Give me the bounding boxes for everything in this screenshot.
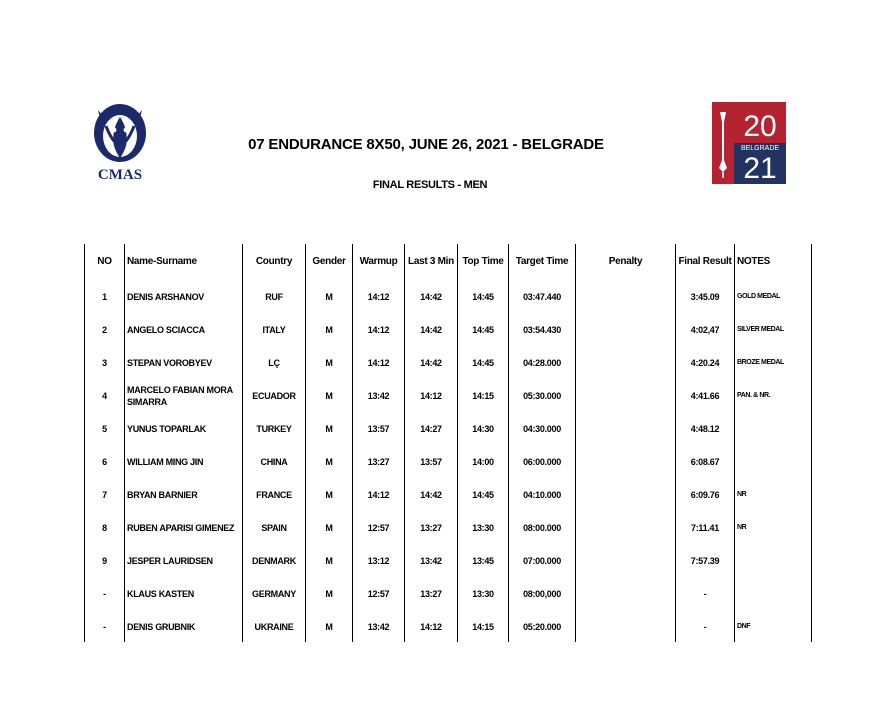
cell-penalty <box>576 379 675 412</box>
cell-warmup: 14:12 <box>367 357 390 368</box>
cell-no: 2 <box>102 324 107 335</box>
cell-notes: NR <box>737 523 747 531</box>
cell-target-time: 07:00.000 <box>523 555 561 566</box>
cell-name: ANGELO SCIACCA <box>127 324 205 335</box>
cell-last3: 13:57 <box>420 456 442 467</box>
cell-last3: 13:27 <box>420 588 442 599</box>
cell-gender: M <box>325 423 333 434</box>
cell-final-result: 4:20.24 <box>690 357 720 368</box>
cell-warmup: 13:12 <box>367 555 390 566</box>
cell-top-time: 13:30 <box>472 588 494 599</box>
cell-penalty <box>576 577 675 610</box>
cell-notes: GOLD MEDAL <box>737 292 781 300</box>
cell-notes: PAN. & NR. <box>737 391 771 399</box>
cell-last3: 13:27 <box>420 522 442 533</box>
cell-target-time: 05:30.000 <box>523 390 561 401</box>
column-rule <box>811 244 812 642</box>
cell-target-time: 04:10.000 <box>523 489 561 500</box>
header-no: NO <box>97 256 112 267</box>
cell-target-time: 06:00.000 <box>523 456 561 467</box>
cell-final-result: 7:57.39 <box>690 555 720 566</box>
cell-notes: NR <box>737 490 747 498</box>
header-country: Country <box>255 256 293 267</box>
logo-year-bottom: 21 <box>743 152 777 184</box>
header-target-time: Target Time <box>515 256 569 267</box>
cell-name: DENIS ARSHANOV <box>127 291 204 302</box>
cell-country: GERMANY <box>252 588 296 599</box>
cell-notes: DNF <box>737 622 751 630</box>
cell-top-time: 13:45 <box>472 555 494 566</box>
cell-gender: M <box>325 456 333 467</box>
cell-final-result: 6:09.76 <box>690 489 720 500</box>
cell-final-result: 3:45.09 <box>690 291 720 302</box>
cell-top-time: 14:15 <box>472 621 494 632</box>
cell-target-time: 05:20.000 <box>523 621 561 632</box>
cell-last3: 14:42 <box>420 489 442 500</box>
cell-name: RUBEN APARISI GIMENEZ <box>127 522 235 533</box>
cell-no: 1 <box>102 291 107 302</box>
header-final-result: Final Result <box>678 256 732 267</box>
cell-country: UKRAINE <box>254 621 294 632</box>
cell-warmup: 14:12 <box>367 324 390 335</box>
cell-top-time: 14:00 <box>472 456 494 467</box>
cell-gender: M <box>325 291 333 302</box>
cell-warmup: 14:12 <box>367 489 390 500</box>
cell-penalty <box>576 544 675 577</box>
cell-gender: M <box>325 357 333 368</box>
cell-last3: 14:42 <box>420 324 442 335</box>
cell-name: MARCELO FABIAN MORA SIMARRA <box>127 384 233 407</box>
cell-country: RUF <box>265 291 283 302</box>
cell-no: 3 <box>102 357 107 368</box>
cell-last3: 14:42 <box>420 291 442 302</box>
cell-notes <box>735 544 811 577</box>
logo-city: BELGRADE <box>740 145 780 152</box>
cell-country: ECUADOR <box>252 390 296 401</box>
cell-notes: BROZE MEDAL <box>737 358 784 366</box>
cell-last3: 14:12 <box>420 621 442 632</box>
cell-penalty <box>576 511 675 544</box>
cell-warmup: 14:12 <box>367 291 390 302</box>
cell-penalty <box>576 346 675 379</box>
cell-country: CHINA <box>260 456 288 467</box>
cell-last3: 13:42 <box>420 555 442 566</box>
cell-name: JESPER LAURIDSEN <box>127 555 213 566</box>
cell-final-result: 4:41.66 <box>690 390 720 401</box>
cell-country: SPAIN <box>261 522 287 533</box>
cell-target-time: 08:00.000 <box>523 522 561 533</box>
cell-name: STEPAN VOROBYEV <box>127 357 212 368</box>
cell-country: LÇ <box>268 357 280 368</box>
cell-no: 7 <box>102 489 107 500</box>
cell-name: KLAUS KASTEN <box>127 588 194 599</box>
cell-final-result: 7:11.41 <box>691 522 719 533</box>
cell-gender: M <box>325 621 333 632</box>
cell-penalty <box>576 478 675 511</box>
cell-no: 4 <box>102 390 107 401</box>
cell-target-time: 03:47.440 <box>523 291 561 302</box>
cell-notes: SILVER MEDAL <box>737 325 784 333</box>
header-warmup: Warmup <box>359 256 398 267</box>
cell-no: - <box>103 588 106 599</box>
header-notes: NOTES <box>737 256 770 267</box>
cell-warmup: 13:42 <box>367 621 390 632</box>
cell-gender: M <box>325 522 333 533</box>
header-last3: Last 3 Min <box>408 256 454 267</box>
cell-final-result: - <box>703 588 707 599</box>
cell-warmup: 13:57 <box>367 423 390 434</box>
cell-name: BRYAN BARNIER <box>127 489 198 500</box>
cell-name: WILLIAM MING JIN <box>127 456 204 467</box>
cell-final-result: 4:02,47 <box>690 324 720 335</box>
cell-notes <box>735 577 811 610</box>
cell-no: 9 <box>102 555 107 566</box>
cell-final-result: - <box>703 621 707 632</box>
logo-year-top: 20 <box>743 110 777 143</box>
cell-name: YUNUS TOPARLAK <box>127 423 206 434</box>
cell-notes <box>735 445 811 478</box>
cell-top-time: 14:45 <box>472 489 494 500</box>
cell-warmup: 12:57 <box>367 522 390 533</box>
cell-no: 6 <box>102 456 107 467</box>
cell-top-time: 14:45 <box>472 291 494 302</box>
cmas-logo-text: CMAS <box>97 167 143 183</box>
cell-target-time: 08:00,000 <box>523 588 561 599</box>
cell-top-time: 14:15 <box>472 390 494 401</box>
cell-penalty <box>576 280 675 313</box>
cell-gender: M <box>325 390 333 401</box>
cell-country: TURKEY <box>256 423 292 434</box>
cell-no: 8 <box>102 522 107 533</box>
cell-notes <box>735 412 811 445</box>
cell-no: - <box>103 621 106 632</box>
results-table <box>84 244 814 642</box>
header-penalty: Penalty <box>608 256 643 267</box>
cell-last3: 14:27 <box>420 423 442 434</box>
cell-penalty <box>576 610 675 643</box>
cell-gender: M <box>325 489 333 500</box>
page-title: 07 ENDURANCE 8X50, JUNE 26, 2021 - BELGRADE <box>248 136 604 153</box>
cell-gender: M <box>325 588 333 599</box>
header-top-time: Top Time <box>462 256 504 267</box>
cell-warmup: 12:57 <box>367 588 390 599</box>
belgrade-2021-logo <box>712 102 786 184</box>
cell-target-time: 04:28.000 <box>523 357 561 368</box>
cell-gender: M <box>325 324 333 335</box>
page-subtitle: FINAL RESULTS - MEN <box>372 179 488 191</box>
cell-top-time: 14:30 <box>472 423 494 434</box>
cell-warmup: 13:42 <box>367 390 390 401</box>
cell-final-result: 4:48.12 <box>690 423 720 434</box>
cell-country: ITALY <box>262 324 286 335</box>
cell-no: 5 <box>102 423 107 434</box>
header-gender: Gender <box>312 256 346 267</box>
cell-top-time: 13:30 <box>472 522 494 533</box>
cell-top-time: 14:45 <box>472 357 494 368</box>
cell-name: DENIS GRUBNIK <box>127 621 196 632</box>
cell-penalty <box>576 412 675 445</box>
cell-warmup: 13:27 <box>367 456 390 467</box>
cell-top-time: 14:45 <box>472 324 494 335</box>
cell-country: DENMARK <box>252 555 296 566</box>
cell-penalty <box>576 313 675 346</box>
cell-final-result: 6:08.67 <box>690 456 720 467</box>
cmas-logo <box>84 100 156 184</box>
cell-last3: 14:42 <box>420 357 442 368</box>
cell-last3: 14:12 <box>420 390 442 401</box>
header-name: Name-Surname <box>127 256 197 267</box>
cell-penalty <box>576 445 675 478</box>
cell-target-time: 04:30.000 <box>523 423 561 434</box>
cell-gender: M <box>325 555 333 566</box>
cell-country: FRANCE <box>256 489 292 500</box>
cell-target-time: 03:54.430 <box>523 324 561 335</box>
